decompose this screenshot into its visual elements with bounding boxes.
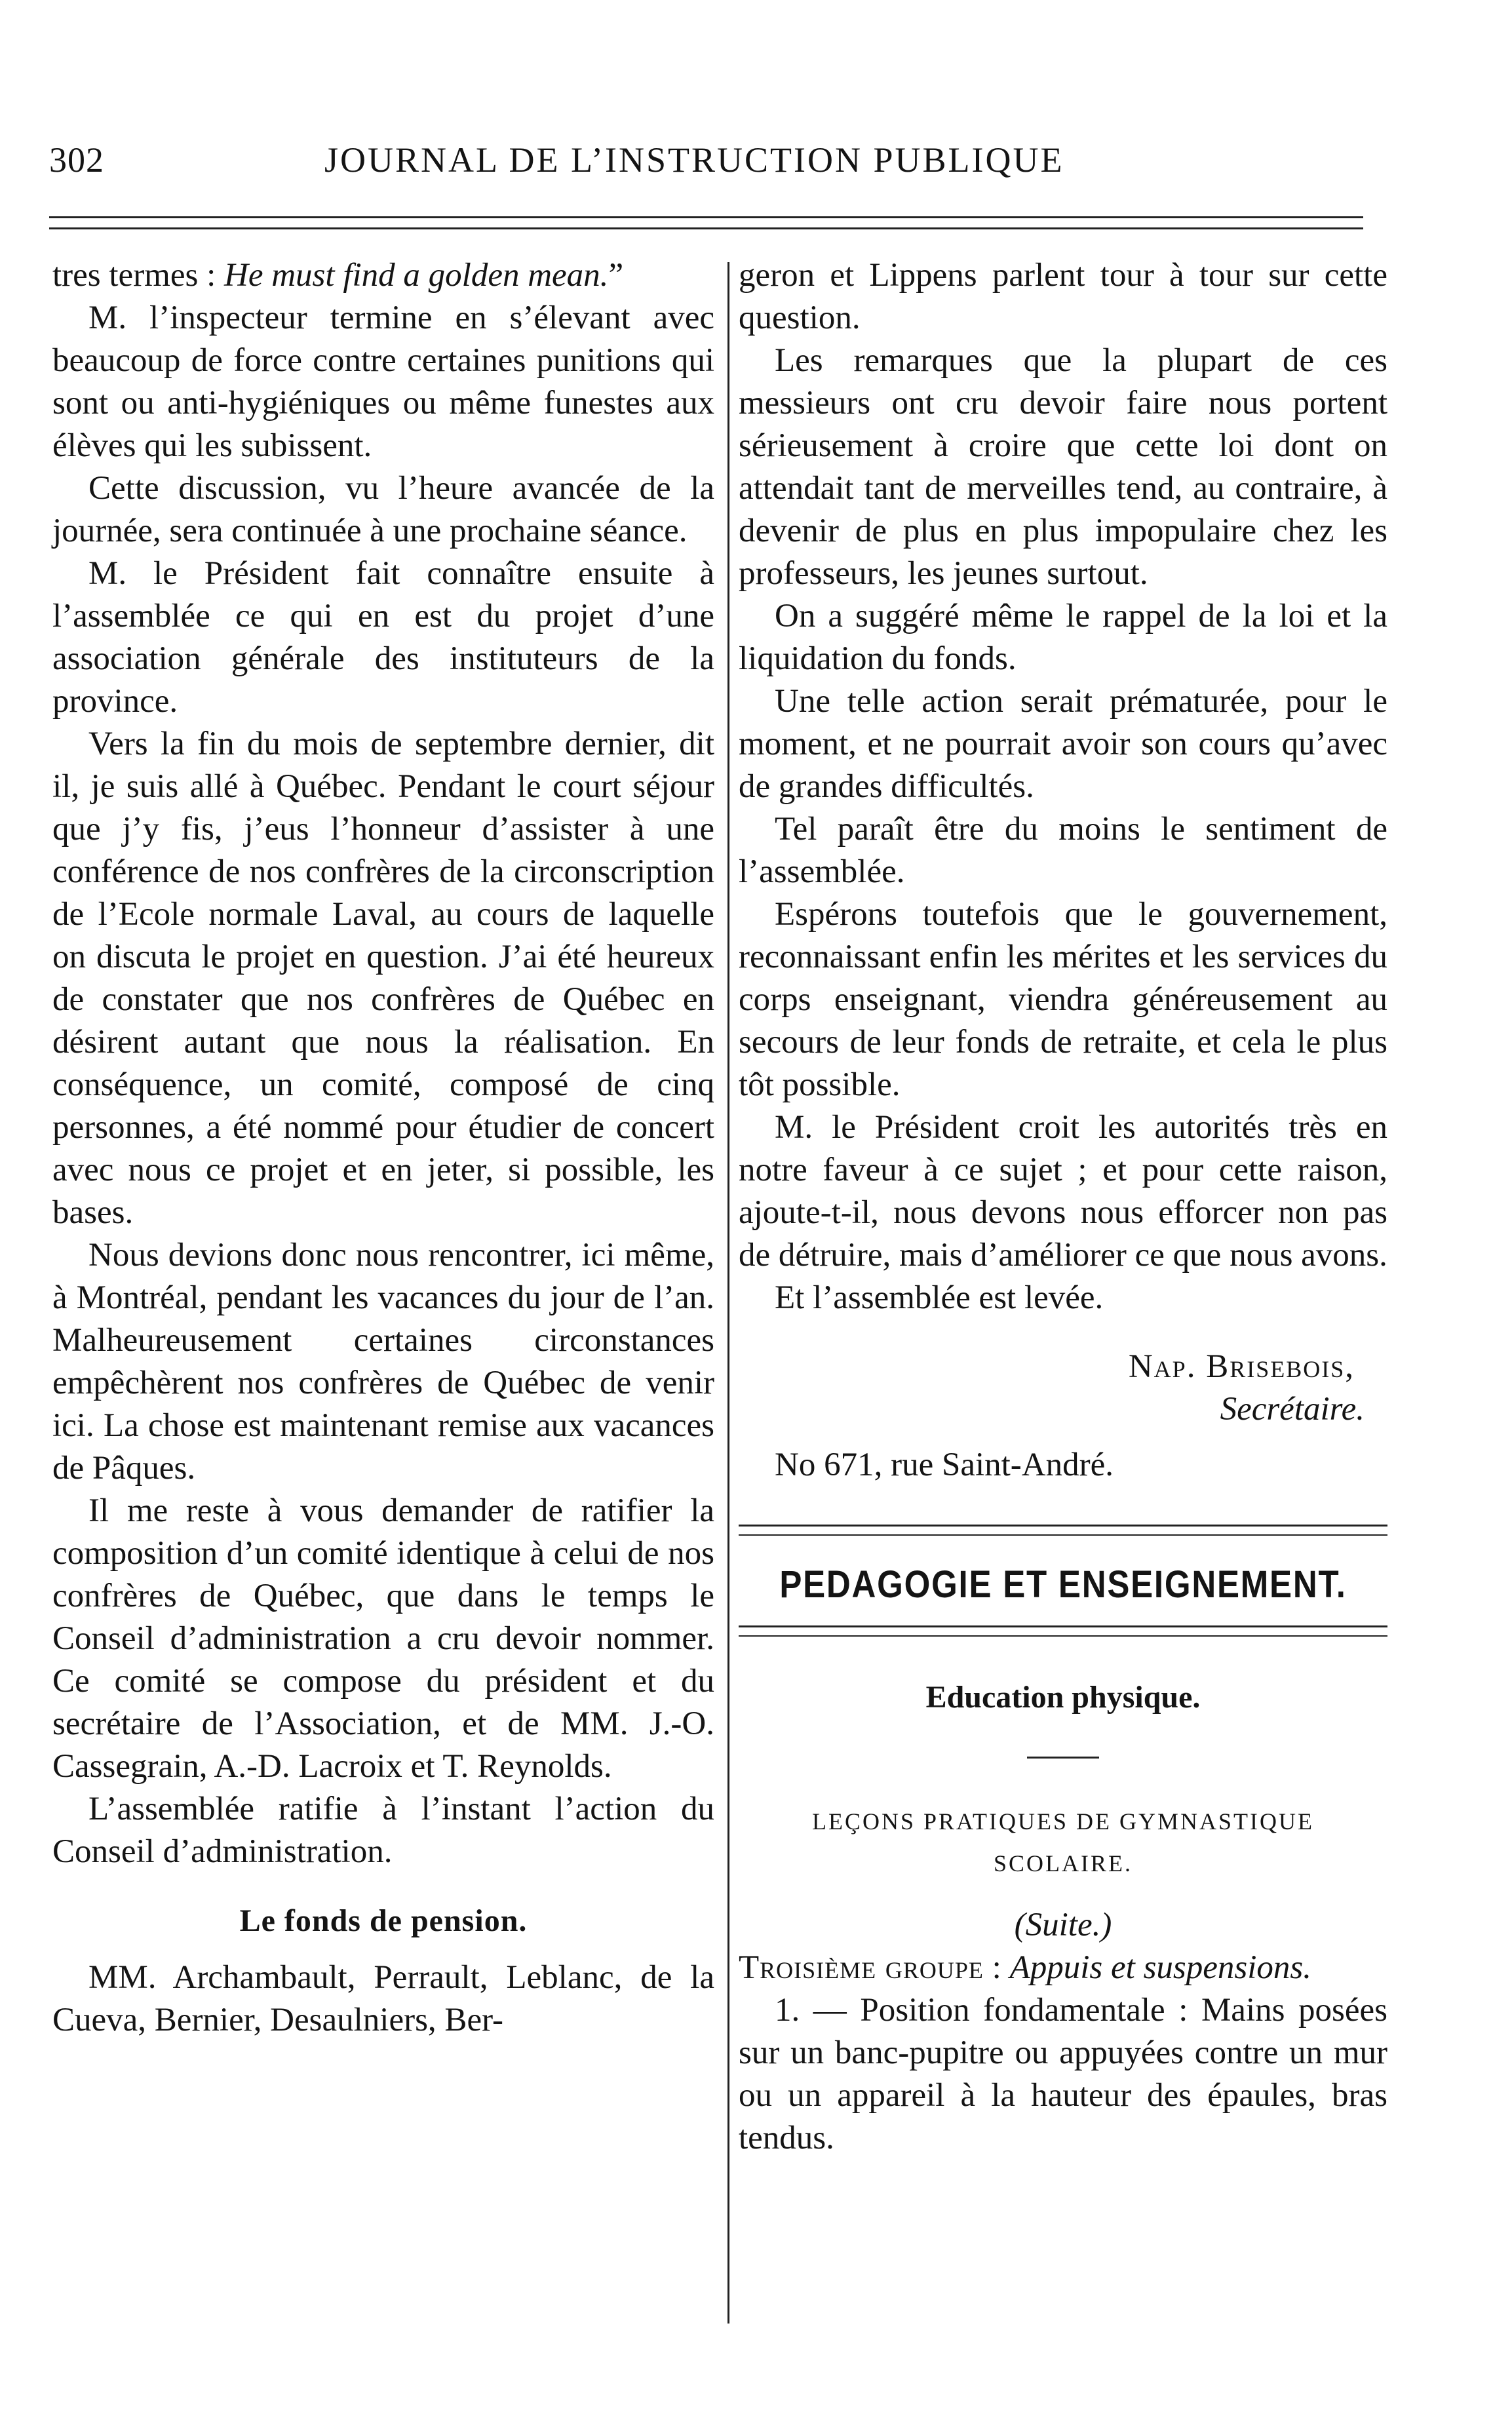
right-column (739, 254, 1387, 2160)
groupe-separator: : (983, 1949, 1010, 1986)
paragraph: Il me reste à vous demander de ratifier la composition d’un comité identique à celui de nos confrères de Québec, que dans le temps le Conseil d’administration a cru devoir nommer. Ce comité se compose du président et du secrétaire de l’Association, et de MM. J.-O. Cassegrain, A.-D. Lacroix et T. Reynolds. (52, 1492, 714, 1785)
paragraph: On a suggéré même le rappel de la loi et la liquidation du fonds. (739, 598, 1387, 677)
signature-role: Secrétaire. (1220, 1391, 1365, 1428)
paragraph: M. le Président fait connaître ensuite à l’assemblée ce qui en est du projet d’une association générale des instituteurs de la province. (52, 555, 714, 720)
paragraph: L’assemblée ratifie à l’instant l’action du Conseil d’administration. (52, 1791, 714, 1870)
groupe-title: Appuis et suspensions. (1009, 1949, 1312, 1986)
paragraph: Nous devions donc nous rencontrer, ici même, à Montréal, pendant les vacances du jour de l’an. Malheureusement certaines circonstances empêchèrent nos confrères de Québec de venir ici. La chose est maintenant remise aux vacances de Pâques. (52, 1237, 714, 1487)
paragraph: Les remarques que la plupart de ces messieurs ont cru devoir faire nous portent sérieusement à croire que cette loi dont on attendait tant de merveilles tend, au contraire, à devenir de plus en plus impopulaire chez les professeurs, les jeunes surtout. (739, 342, 1387, 592)
paragraph-continuation (52, 254, 714, 297)
paragraph: Espérons toutefois que le gouvernement, reconnaissant enfin les mérites et les services du corps enseignant, viendra généreusement au secours de leur fonds de retraite, et cela le plus tôt possible. (739, 896, 1387, 1103)
paragraph: Vers la fin du mois de septembre dernier, dit il, je suis allé à Québec. Pendant le court séjour que j’y fis, j’eus l’honneur d’assister à une conférence de nos confrères de la circonscription de l’Ecole normale Laval, au cours de laquelle on discuta le projet en question. J’ai été heureux de constater que nos confrères de Québec en désirent autant que nous la réalisation. En conséquence, un comité, composé de cinq personnes, a été nommé pour étudier de concert avec nous ce projet et en jeter, si possible, les bases. (52, 726, 714, 1231)
paragraph: M. l’inspecteur termine en s’élevant avec beaucoup de force contre certaines punitions qui sont ou anti-hygiéniques ou même funestes aux élèves qui les subissent. (52, 300, 714, 464)
caps-heading-line: SCOLAIRE. (993, 1850, 1133, 1877)
header-rule-bottom (49, 227, 1363, 229)
suite-label: (Suite.) (1014, 1907, 1112, 1943)
section-rule-bottom (739, 1625, 1387, 1637)
caps-heading (739, 1800, 1387, 1884)
paragraph: Tel paraît être du moins le sentiment de l’assemblée. (739, 811, 1387, 890)
paragraph: Une telle action serait prématurée, pour le moment, et ne pourrait avoir son cours qu’avec de grandes difficultés. (739, 683, 1387, 805)
page-number: 302 (49, 140, 104, 180)
sub-heading: Education physique. (925, 1680, 1201, 1715)
journal-title: JOURNAL DE L’INSTRUCTION PUBLIQUE (324, 140, 1064, 180)
section-heading-pension: Le fonds de pension. (239, 1903, 528, 1938)
paragraph: 1. — Position fondamentale : Mains posées sur un banc-pupitre ou appuyées contre un mur ou un appareil à la hauteur des épaules, bras tendus. (739, 1992, 1387, 2156)
english-quote: He must find a golden mean. (224, 257, 609, 294)
section-banner: PEDAGOGIE ET ENSEIGNEMENT. (779, 1563, 1347, 1606)
address: No 671, rue Saint-André. (775, 1447, 1114, 1483)
short-rule (1027, 1757, 1099, 1759)
section-rule-top (739, 1525, 1387, 1536)
paragraph: Cette discussion, vu l’heure avancée de la journée, sera continuée à une prochaine séance. (52, 470, 714, 549)
caps-heading-line: LEÇONS PRATIQUES DE GYMNASTIQUE (811, 1808, 1314, 1835)
groupe-heading (739, 1947, 1387, 1989)
text-run: tres termes : (52, 257, 224, 294)
groupe-label: Troisième groupe (739, 1949, 984, 1986)
paragraph: M. le Président croit les autorités très en notre faveur à ce sujet ; et pour cette raison, ajoute-t-il, nous devons nous efforcer non pas de détruire, mais d’améliorer ce que nous avons. (739, 1109, 1387, 1274)
paragraph: MM. Archambault, Perrault, Leblanc, de la Cueva, Bernier, Desaulniers, Ber- (52, 1959, 714, 2038)
paragraph-continuation: geron et Lippens parlent tour à tour sur cette question. (739, 257, 1387, 336)
paragraph: Et l’assemblée est levée. (775, 1279, 1104, 1316)
signature-name: Nap. Brisebois, (1128, 1348, 1355, 1385)
running-header (49, 134, 1373, 187)
left-column (52, 254, 714, 2042)
header-rule-top (49, 216, 1363, 218)
column-divider (727, 262, 729, 2324)
closing-quote: ” (608, 257, 624, 294)
